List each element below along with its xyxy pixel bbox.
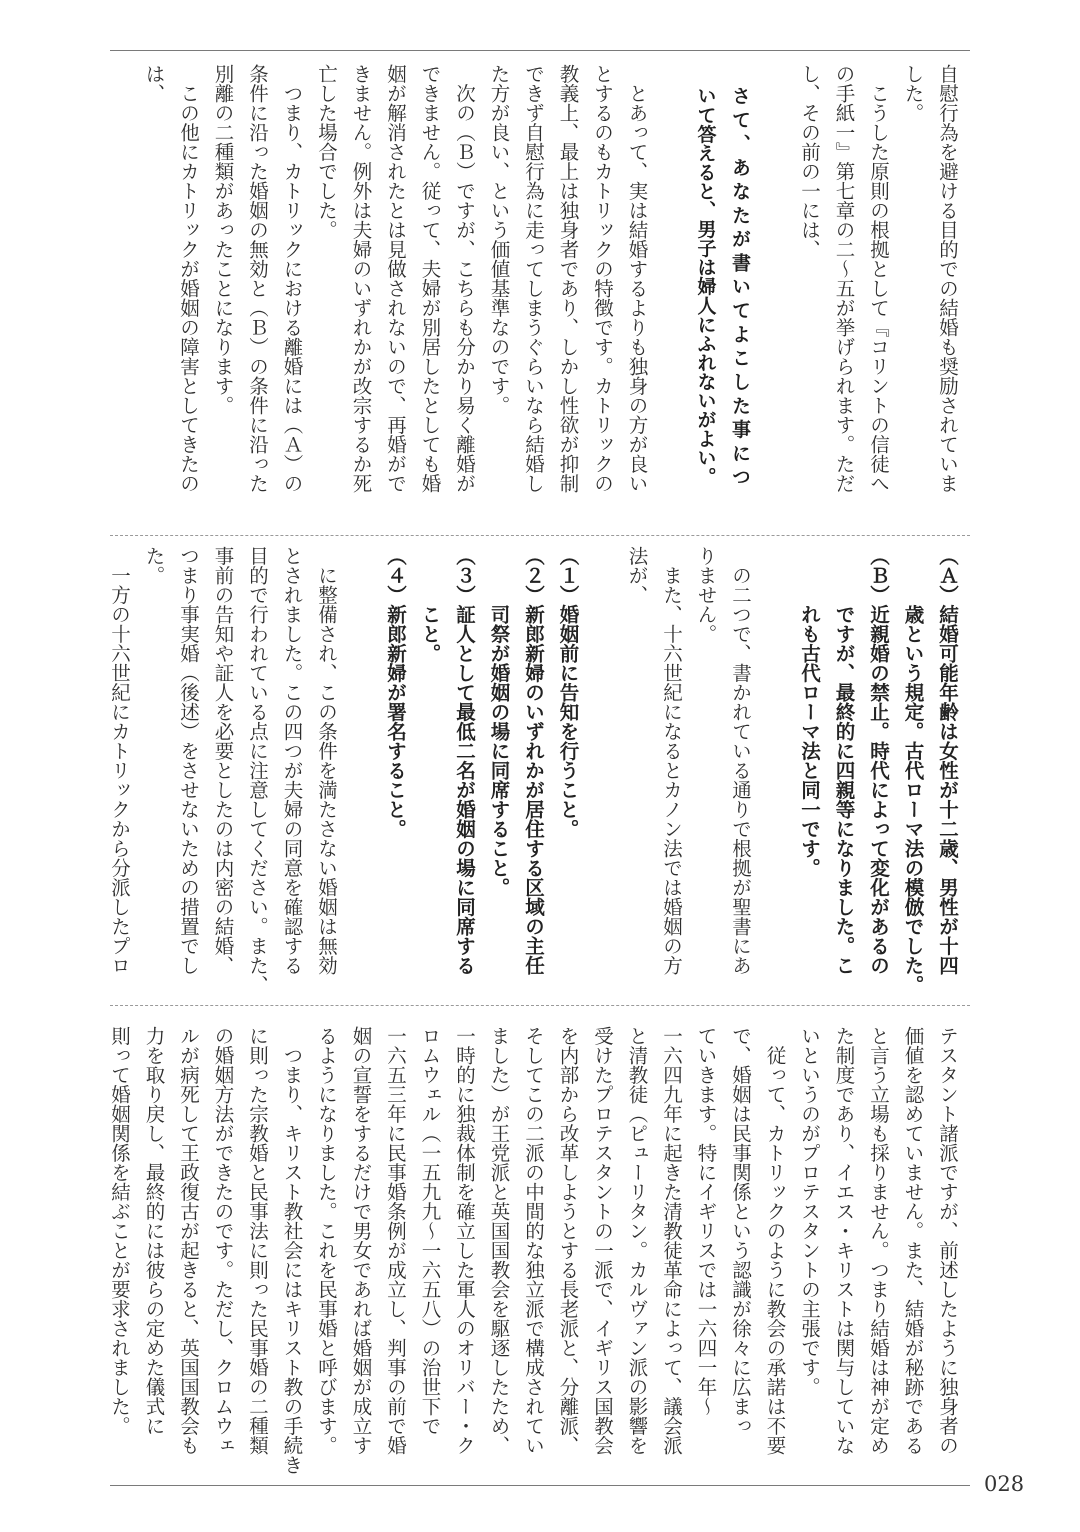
text-column: を内部から改革しようとする長老派と、分離派、	[556, 1026, 580, 1455]
text-column: 目的で行われている点に注意してください。また、	[246, 546, 269, 995]
requirement-item-1: （１）婚姻前に告知を行うこと。	[556, 546, 580, 839]
text-column: いというのがプロテスタントの主張です。	[798, 1026, 821, 1397]
text-column: とされました。この四つが夫婦の同意を確認する	[280, 546, 304, 975]
text-column: 価値を認めていません。また、結婚が秘跡である	[901, 1026, 925, 1455]
top-rule	[110, 50, 970, 51]
requirement-item-2: （２）新郎新婦のいずれかが居住する区域の主任	[522, 546, 545, 975]
blank-column	[585, 546, 620, 996]
text-column: 一六五三年に民事婚条例が成立し、判事の前で婚	[384, 1026, 407, 1455]
text-column: 姻の宣誓をするだけで男女であれば婚姻が成立す	[349, 1026, 373, 1455]
blank-column	[757, 64, 792, 514]
text-column: ロムウェル（一五九九～一六五八）の治世下で	[418, 1026, 442, 1436]
text-column: た方が良い、という価値基準なのです。	[487, 64, 511, 415]
condition-item-b: （Ｂ）近親婚の禁止。時代によって変化があるの	[867, 546, 890, 975]
text-column: 受けたプロテスタントの一派で、イギリス国教会	[591, 1026, 614, 1455]
text-column: に整備され、この条件を満たさない婚姻は無効	[315, 546, 338, 975]
text-column: つまり、カトリックにおける離婚には（Ａ）の	[280, 64, 304, 493]
text-column: ていきます。特にイギリスでは一六四一年～	[694, 1026, 718, 1416]
condition-item-b: ですが、最終的に四親等になりました。こ	[832, 546, 856, 975]
text-column: と清教徒（ピューリタン。カルヴァン派の影響を	[625, 1026, 649, 1455]
text-tier-3	[102, 1026, 965, 1476]
text-column: ました）が王党派と英国国教会を駆逐したため、	[487, 1026, 511, 1455]
text-column: 一時的に独裁体制を確立した軍人のオリバー・ク	[453, 1026, 476, 1455]
text-column: テスタント諸派ですが、前述したように独身者の	[936, 1026, 959, 1455]
text-tier-2	[102, 546, 965, 996]
text-column: の手紙一』第七章の二～五が挙げられます。ただ	[832, 64, 856, 493]
condition-item-b: れも古代ローマ法と同一です。	[798, 546, 821, 878]
text-column: 従って、カトリックのように教会の承諾は不要	[763, 1026, 787, 1455]
text-column: また、十六世紀になるとカノン法では婚姻の方	[660, 546, 683, 975]
text-column: は、	[142, 64, 166, 103]
text-column: とあって、実は結婚するよりも独身の方が良い	[625, 64, 649, 493]
text-column: た制度であり、イエス・キリストは関与していな	[832, 1026, 856, 1455]
text-column: 則って婚姻関係を結ぶことが要求されました。	[108, 1026, 131, 1436]
quotation-line: さて、あなたが書いてよこした事につ	[729, 86, 751, 486]
text-column: 事前の告知や証人を必要としたのは内密の結婚、	[211, 546, 235, 975]
text-column: 一六四九年に起きた清教徒革命によって、議会派	[660, 1026, 683, 1455]
blank-column	[757, 546, 792, 996]
text-column: た。	[142, 546, 166, 585]
bottom-rule	[110, 1485, 970, 1486]
blank-column	[343, 546, 378, 996]
text-column: できず自慰行為に走ってしまうぐらいなら結婚し	[522, 64, 545, 493]
text-column: 自慰行為を避ける目的での結婚も奨励されていま	[936, 64, 959, 493]
requirement-item-2: 司祭が婚姻の場に同席すること。	[487, 546, 511, 897]
text-column: 教義上、最上は独身者であり、しかし性欲が抑制	[556, 64, 580, 493]
text-column: とするのもカトリックの特徴です。カトリックの	[591, 64, 614, 493]
text-column: 次の（Ｂ）ですが、こちらも分かり易く離婚が	[453, 64, 476, 493]
condition-item-a: （Ａ）結婚可能年齢は女性が十二歳、男性が十四	[936, 546, 959, 975]
tier-divider	[110, 1005, 970, 1006]
text-column: そしてこの二派の中間的な独立派で構成されてい	[522, 1026, 545, 1455]
page-number: 028	[984, 1472, 1025, 1496]
text-column: の婚姻方法ができたのです。ただし、クロムウェ	[211, 1026, 235, 1455]
requirement-item-4: （４）新郎新婦が署名すること。	[384, 546, 407, 839]
text-column: りません。	[694, 546, 718, 644]
text-column: 条件に沿った婚姻の無効と（Ｂ）の条件に沿った	[246, 64, 269, 493]
text-column: の二つで、書かれている通りで根拠が聖書にあ	[729, 546, 752, 975]
requirement-item-3: こと。	[418, 546, 442, 663]
text-column: つまり、キリスト教社会にはキリスト教の手続き	[280, 1026, 304, 1475]
text-column: こうした原則の根拠として『コリントの信徒へ	[867, 64, 890, 493]
condition-item-a: 歳という規定。古代ローマ法の模倣でした。	[901, 546, 925, 995]
tier-divider	[110, 535, 970, 536]
blank-column	[654, 64, 689, 514]
text-column: し、その前の一には、	[798, 64, 821, 259]
requirement-item-3: （３）証人として最低二名が婚姻の場に同席する	[453, 546, 476, 975]
text-column: できません。従って、夫婦が別居したとしても婚	[418, 64, 442, 493]
text-column: 一方の十六世紀にカトリックから分派したプロ	[108, 546, 131, 975]
text-column: ルが病死して王政復古が起きると、英国国教会も	[177, 1026, 200, 1455]
text-column: 亡した場合でした。	[315, 64, 338, 240]
text-column: つまり事実婚（後述）をさせないための措置でし	[177, 546, 200, 975]
quotation-line: いて答えると、男子は婦人にふれないがよい。	[694, 86, 717, 486]
text-column: に則った宗教婚と民事法に則った民事婚の二種類	[246, 1026, 269, 1455]
text-column: 力を取り戻し、最終的には彼らの定めた儀式に	[142, 1026, 166, 1436]
text-column: きません。例外は夫婦のいずれかが改宗するか死	[349, 64, 373, 493]
text-column: るようになりました。これを民事婚と呼びます。	[315, 1026, 338, 1455]
text-column: 別離の二種類があったことになります。	[211, 64, 235, 415]
text-column: した。	[901, 64, 925, 123]
text-column: 法が、	[625, 546, 649, 605]
text-column: この他にカトリックが婚姻の障害としてきたの	[177, 64, 200, 493]
text-column: 姻が解消されたとは見做されないので、再婚がで	[384, 64, 407, 493]
text-column: と言う立場も採りません。つまり結婚は神が定め	[867, 1026, 890, 1455]
text-column: で、婚姻は民事関係という認識が徐々に広まっ	[729, 1026, 752, 1436]
text-tier-1	[136, 64, 964, 514]
